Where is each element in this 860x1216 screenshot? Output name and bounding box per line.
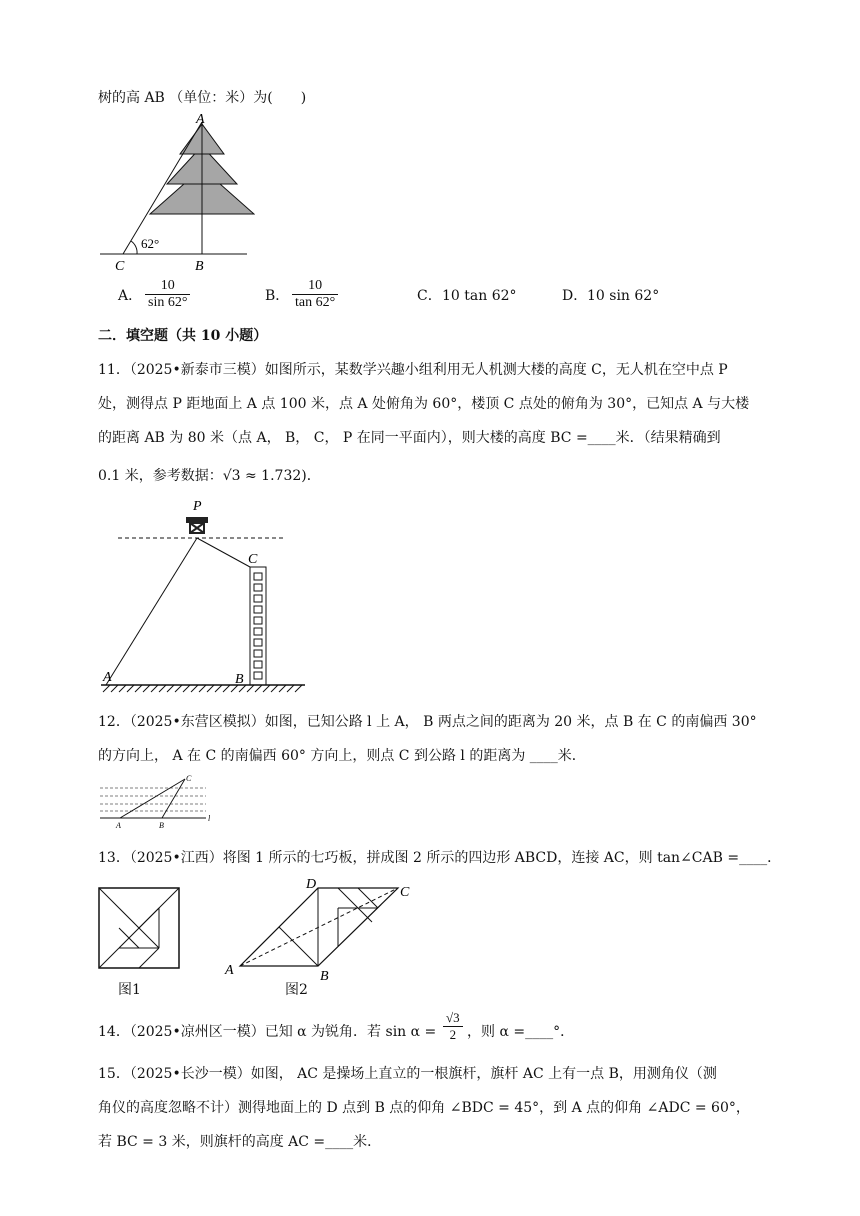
option-b-fraction	[292, 278, 338, 311]
q10-tree-figure	[95, 110, 255, 275]
option-d-letter: D．	[562, 288, 588, 304]
label-d: D	[306, 877, 317, 892]
q11-line-3: 的距离 AB 为 80 米（点 A， B， C， P 在同一平面内），则大楼的高度 BC =____米．（结果精确到	[98, 430, 721, 446]
q11-drone-figure	[98, 495, 313, 695]
option-b-denominator: tan 62°	[295, 295, 336, 310]
label-a: A	[116, 821, 121, 830]
q13-quadrilateral-fig2	[222, 874, 422, 984]
label-b: B	[320, 969, 329, 984]
label-b: B	[159, 821, 164, 830]
label-c: C	[400, 885, 410, 900]
q12-line-2: 的方向上， A 在 C 的南偏西 60° 方向上，则点 C 到公路 l 的距离为 ____米．	[98, 748, 586, 764]
option-a-denominator: sin 62°	[148, 295, 188, 310]
section-title: 二．填空题（共 10 小题）	[98, 328, 268, 344]
option-c-letter: C．	[417, 288, 442, 304]
q12-line-1: 12．（2025•东营区模拟）如图，已知公路 l 上 A， B 两点之间的距离为 20 米，点 B 在 C 的南偏西 30°	[98, 714, 757, 730]
label-c: C	[115, 259, 125, 274]
q12-road-figure	[98, 772, 218, 832]
q11-line-2: 处，测得点 P 距地面上 A 点 100 米，点 A 处俯角为 60°，楼顶 C 点处的俯角为 30°，已知点 A 与大楼	[98, 396, 750, 412]
q14-line-end: ，则 α =____°．	[467, 1024, 575, 1040]
label-c: C	[248, 552, 258, 567]
q15-line-1: 15．（2025•长沙一模）如图， AC 是操场上直立的一根旗杆，旗杆 AC 上有一点 B，用测角仪（测	[98, 1066, 717, 1082]
fig2-caption: 图2	[285, 982, 308, 998]
option-b-numerator: 10	[292, 278, 338, 295]
q13-tangram-fig1	[98, 887, 180, 969]
building	[250, 567, 266, 685]
option-d-text: 10 sin 62°	[587, 288, 660, 304]
label-b: B	[195, 259, 204, 274]
label-l: l	[208, 814, 211, 823]
label-c: C	[186, 774, 192, 783]
label-a: A	[225, 963, 234, 978]
option-a-letter: A．	[118, 288, 143, 304]
q14-denominator: 2	[449, 1027, 457, 1042]
q15-line-2: 角仪的高度忽略不计）测得地面上的 D 点到 B 点的仰角 ∠BDC = 45°，到 A 点的仰角 ∠ADC = 60°，	[98, 1100, 750, 1116]
label-b: B	[235, 672, 244, 687]
label-p: P	[193, 499, 202, 514]
option-b-letter: B．	[265, 288, 290, 304]
angle-label: 62°	[141, 236, 160, 251]
q14-line-start: 14．（2025•凉州区一模）已知 α 为锐角．若 sin α =	[98, 1024, 437, 1040]
q13-line-1: 13．（2025•江西）将图 1 所示的七巧板，拼成图 2 所示的四边形 ABCD，连接 AC，则 tan∠CAB =____．	[98, 850, 782, 866]
q14-fraction	[443, 1010, 463, 1043]
option-c-text: 10 tan 62°	[442, 288, 517, 304]
label-a: A	[196, 112, 205, 127]
option-a-numerator: 10	[145, 278, 190, 295]
drone-icon	[186, 517, 208, 533]
label-a: A	[103, 670, 112, 685]
q15-line-3: 若 BC = 3 米，则旗杆的高度 AC =____米．	[98, 1134, 382, 1150]
fig1-caption: 图1	[118, 982, 141, 998]
q11-line-4: 0.1 米，参考数据：√3 ≈ 1.732)．	[98, 468, 321, 484]
option-a-fraction	[145, 278, 190, 311]
q14-numerator: √3	[443, 1010, 463, 1027]
q11-line-1: 11．（2025•新泰市三模）如图所示，某数学兴趣小组利用无人机测大楼的高度 C，无人机在空中点 P	[98, 362, 728, 378]
q10-stem-tail: 树的高 AB （单位：米）为( )	[98, 90, 307, 106]
